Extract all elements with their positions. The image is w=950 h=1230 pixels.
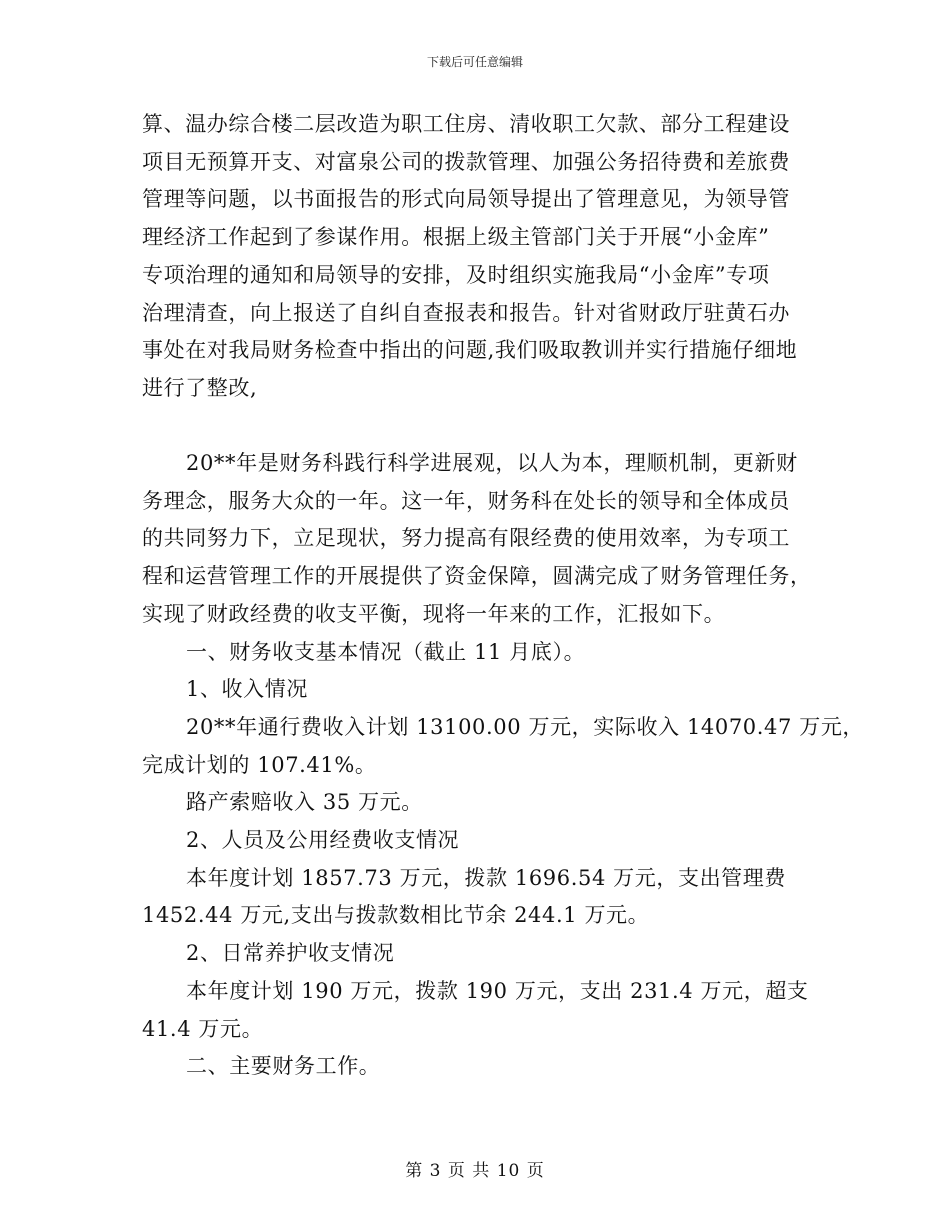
text-line: 治理清查，向上报送了自纠自查报表和报告。针对省财政厅驻黄石办 [142, 300, 790, 325]
road-compensation-line: 路产索赔收入 35 万元。 [186, 790, 423, 815]
section-heading-financial-overview: 一、财务收支基本情况（截止 11 月底）。 [186, 639, 586, 664]
text-line: 的共同努力下，立足现状，努力提高有限经费的使用效率，为专项工 [142, 526, 790, 551]
text-line: 务理念，服务大众的一年。这一年，财务科在处长的领导和全体成员 [142, 488, 790, 513]
text-line: 管理等问题，以书面报告的形式向局领导提出了管理意见，为领导管 [142, 187, 790, 212]
income-paragraph [142, 709, 865, 784]
text-line: 20**年是财务科践行科学进展观，以人为本，理顺机制，更新财 [186, 451, 798, 475]
text-line: 20**年通行费收入计划 13100.00 万元，实际收入 14070.47 万元， [186, 714, 865, 739]
personnel-expenses-paragraph [142, 860, 818, 935]
text-line: 41.4 万元。 [142, 1016, 264, 1041]
text-line: 本年度计划 190 万元，拨款 190 万元，支出 231.4 万元，超支 [186, 978, 809, 1003]
text-line: 进行了整改, [142, 375, 258, 400]
text-line: 项目无预算开支、对富泉公司的拨款管理、加强公务招待费和差旅费 [142, 149, 790, 174]
text-line: 专项治理的通知和局领导的安排，及时组织实施我局“小金库”专项 [142, 262, 770, 287]
text-line: 事处在对我局财务检查中指出的问题,我们吸取教训并实行措施仔细地 [142, 338, 798, 363]
paragraph-continuation [142, 106, 818, 408]
text-line: 理经济工作起到了参谋作用。根据上级主管部门关于开展“小金库” [142, 225, 770, 250]
page-number: 第 3 页 共 10 页 [405, 1161, 545, 1181]
intro-paragraph [142, 445, 818, 634]
text-line: 算、温办综合楼二层改造为职工住房、清收职工欠款、部分工程建设 [142, 112, 790, 136]
text-line: 本年度计划 1857.73 万元，拨款 1696.54 万元，支出管理费 [186, 865, 786, 890]
text-line: 程和运营管理工作的开展提供了资金保障，圆满完成了财务管理任务， [142, 564, 812, 589]
text-line: 完成计划的 107.41%。 [142, 752, 377, 777]
maintenance-paragraph [142, 973, 818, 1048]
subheading-personnel-expenses: 2、人员及公用经费收支情况 [186, 828, 460, 853]
subheading-income: 1、收入情况 [186, 677, 308, 702]
text-line: 1452.44 万元,支出与拨款数相比节余 244.1 万元。 [142, 903, 650, 928]
subheading-maintenance: 2、日常养护收支情况 [186, 941, 395, 966]
report-body [142, 445, 865, 1086]
section-heading-main-work: 二、主要财务工作。 [186, 1054, 381, 1079]
page-header: 下载后可任意编辑 [426, 55, 523, 69]
text-line: 实现了财政经费的收支平衡，现将一年来的工作，汇报如下。 [142, 601, 726, 626]
